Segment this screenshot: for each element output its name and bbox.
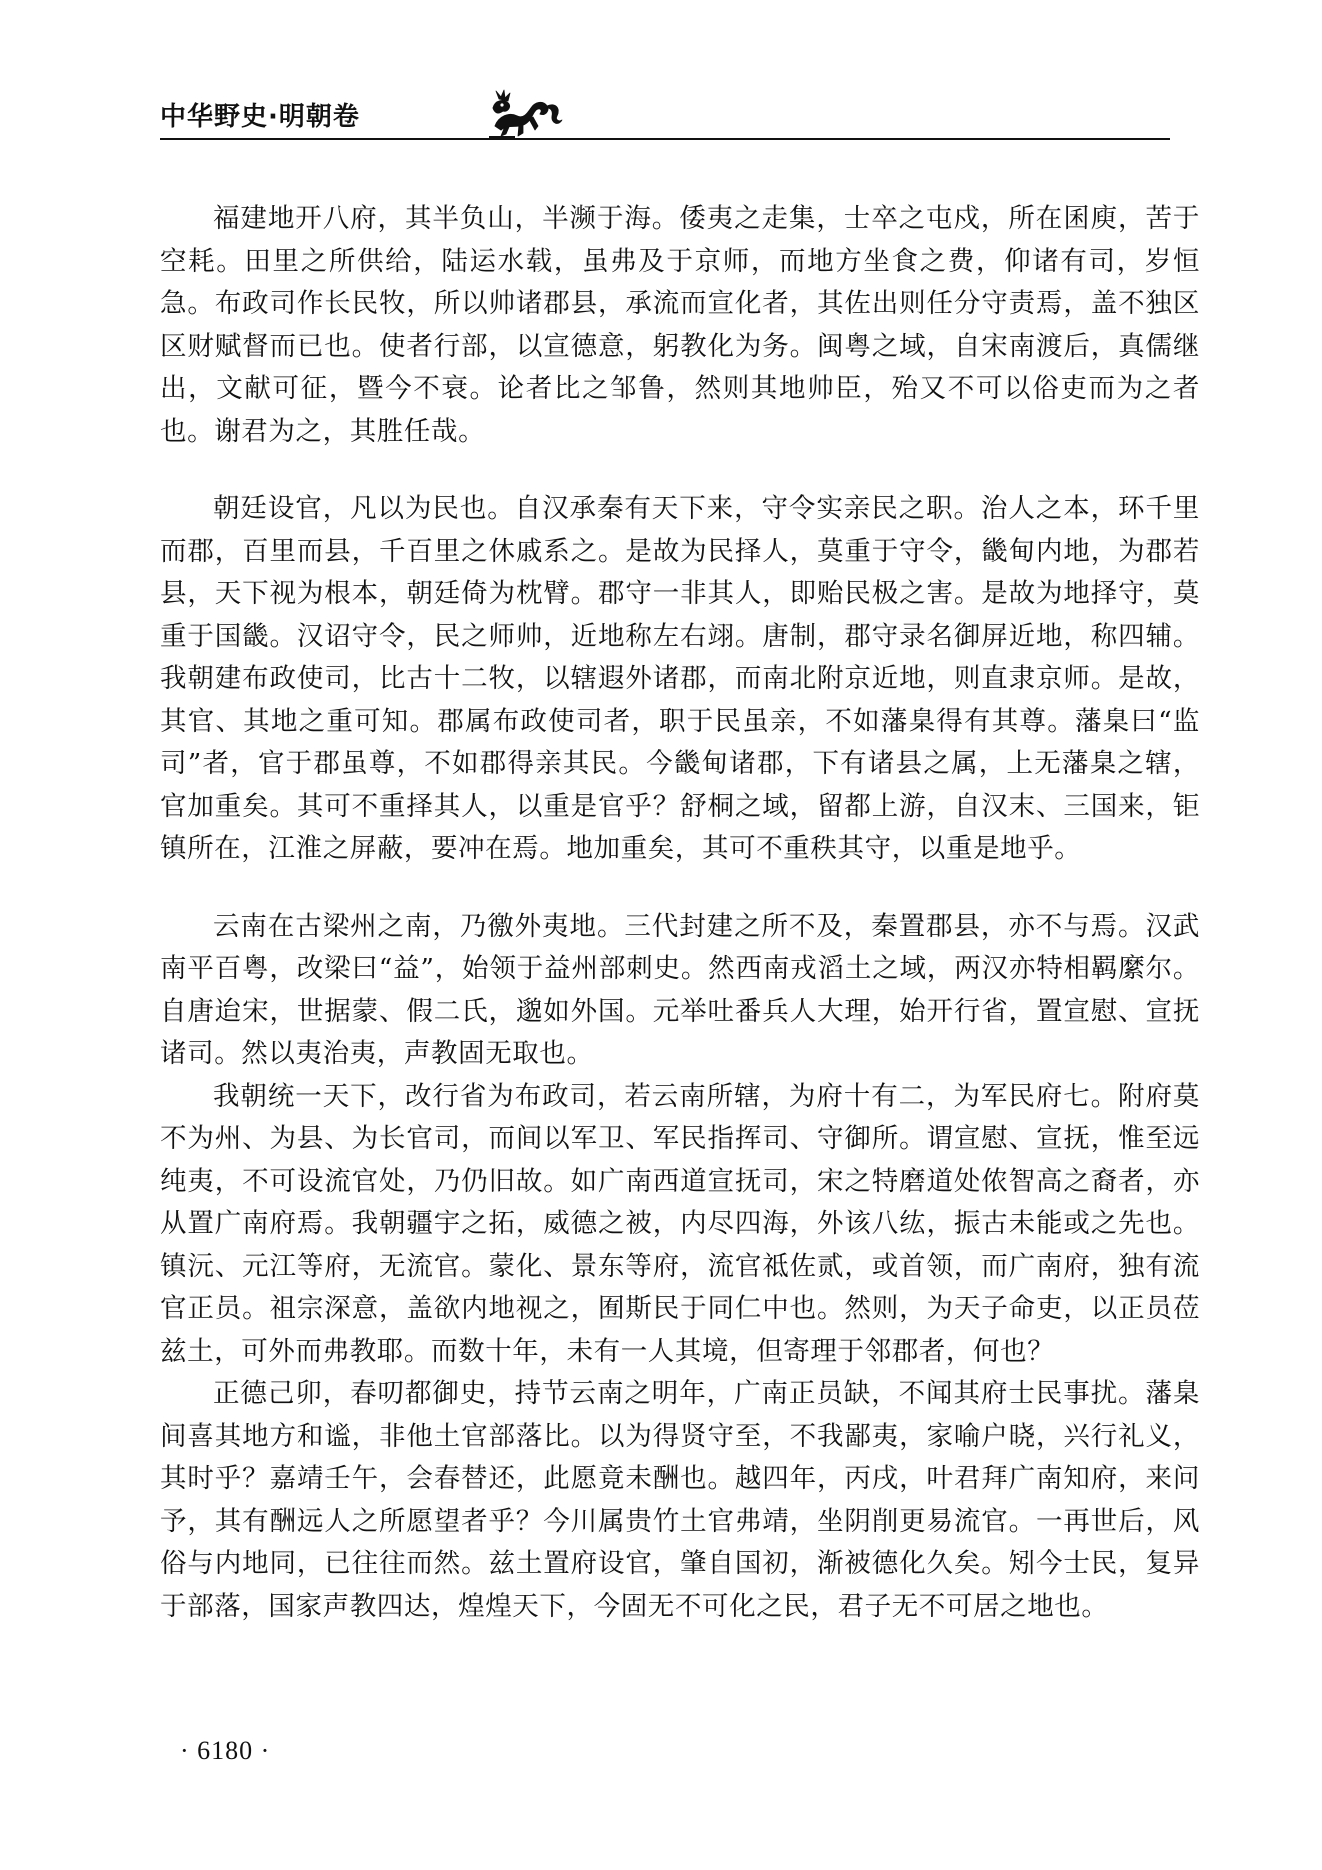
paragraph: 云南在古梁州之南，乃徼外夷地。三代封建之所不及，秦置郡县，亦不与焉。汉武南平百粤，改梁曰“益”，始领于益州部刺史。然西南戎滔土之域，两汉亦特相羁縻尔。自唐迨宋，世据蒙、假二氏，邈如外国。元举吐番兵人大理，始开行省，置宣慰、宣抚诸司。然以夷治夷，声教固无取也。 (160, 910, 1200, 1069)
page-header (160, 86, 1170, 146)
dragon-emblem-icon (485, 86, 565, 140)
section-yunnan (160, 906, 1200, 1629)
running-header-title: 中华野史·明朝卷 (160, 102, 360, 132)
paragraph: 我朝统一天下，改行省为布政司，若云南所辖，为府十有二，为军民府七。附府莫不为州、为县、为长官司，而间以军卫、军民指挥司、守御所。谓宣慰、宣抚，惟至远纯夷，不可设流官处，乃仍旧故。如广南西道宣抚司，宋之特磨道处侬智高之裔者，亦从置广南府焉。我朝疆宇之拓，威德之被，内尽四海，外该八纮，振古未能或之先也。镇沅、元江等府，无流官。蒙化、景东等府，流官祗佐贰，或首领，而广南府，独有流官正员。祖宗深意，盖欲内地视之，囿斯民于同仁中也。然则，为天子命吏，以正员莅兹土，可外而弗教耶。而数十年，未有一人其境，但寄理于邻郡者，何也？ (160, 1080, 1200, 1367)
page-number: · 6180 · (180, 1736, 271, 1765)
section-court-officials (160, 488, 1200, 871)
paragraph: 朝廷设官，凡以为民也。自汉承秦有天下来，守令实亲民之职。治人之本，环千里而郡，百里而县，千百里之休戚系之。是故为民择人，莫重于守令，畿甸内地，为郡若县，天下视为根本，朝廷倚为枕臂。郡守一非其人，即贻民极之害。是故为地择守，莫重于国畿。汉诏守令，民之师帅，近地称左右翊。唐制，郡守录名御屏近地，称四辅。我朝建布政使司，比古十二牧，以辖遐外诸郡，而南北附京近地，则直隶京师。是故，其官、其地之重可知。郡属布政使司者，职于民虽亲，不如藩臬得有其尊。藩臬曰“监司”者，官于郡虽尊，不如郡得亲其民。今畿甸诸郡，下有诸县之属，上无藩臬之辖，官加重矣。其可不重择其人，以重是官乎？舒桐之域，留都上游，自汉末、三国来，钜镇所在，江淮之屏蔽，要冲在焉。地加重矣，其可不重秩其守，以重是地乎。 (160, 493, 1200, 864)
section-fujian (160, 198, 1200, 453)
main-text (160, 198, 1200, 1628)
paragraph: 福建地开八府，其半负山，半濒于海。倭夷之走集，士卒之屯戍，所在囷庾，苦于空耗。田里之所供给，陆运水载，虽弗及于京师，而地方坐食之费，仰诸有司，岁恒急。布政司作长民牧，所以帅诸郡县，承流而宣化者，其佐出则任分守责焉，盖不独区区财赋督而已也。使者行部，以宣德意，躬教化为务。闽粤之域，自宋南渡后，真儒继出，文献可征，暨今不衰。论者比之邹鲁，然则其地帅臣，殆又不可以俗吏而为之者也。谢君为之，其胜任哉。 (160, 203, 1200, 447)
header-rule (160, 138, 1170, 140)
paragraph: 正德己卯，春叨都御史，持节云南之明年，广南正员缺，不闻其府士民事扰。藩臬间喜其地方和谧，非他土官部落比。以为得贤守至，不我鄙夷，家喻户晓，兴行礼义，其时乎？嘉靖壬午，会春替还，此愿竟未酬也。越四年，丙戌，叶君拜广南知府，来问予，其有酬远人之所愿望者乎？今川属贵竹土官弗靖，坐阴削更易流官。一再世后，风俗与内地同，已往往而然。兹土置府设官，肇自国初，渐被德化久矣。矧今士民，复异于部落，国家声教四达，煌煌天下，今固无不可化之民，君子无不可居之地也。 (160, 1378, 1200, 1622)
